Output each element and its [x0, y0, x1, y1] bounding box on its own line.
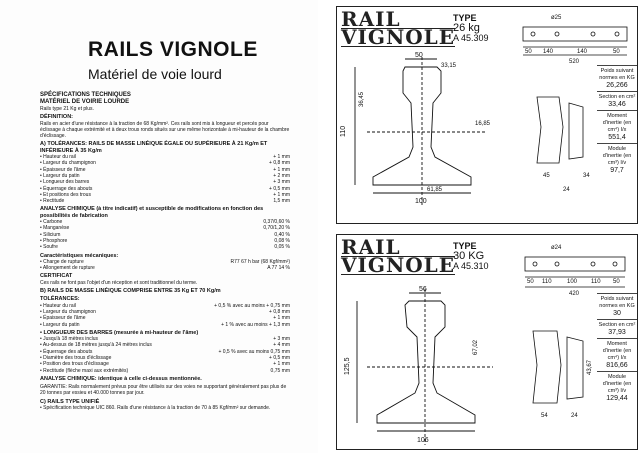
modulus-cell: Module d'inertie (en cm³) I/v 97,7 [597, 143, 637, 176]
section-cell: Section en cm² 33,46 [597, 91, 637, 110]
properties-table [597, 65, 637, 176]
mech-list [40, 259, 290, 272]
spec-row-label: • Allongement de rupture [40, 265, 95, 272]
spec-row-value: 0,37/0,60 % [263, 219, 290, 226]
spec-row-value: + 0,5 % avec au moins 0,75 mm [218, 348, 290, 355]
inertia-cell: Moment d'inertie (en cm⁴) I/x 816,66 [597, 338, 637, 371]
spec-row [40, 198, 290, 204]
tolerance-a-list [40, 154, 290, 204]
rail-name-line2: VIGNOLE [341, 25, 455, 49]
chem-b: ANALYSE CHIMIQUE: identique à celle ci-dessus mentionnée. [40, 375, 202, 382]
spec-row-label: • Largeur du champignon [40, 308, 96, 315]
head-dim: 33,15 [441, 63, 457, 69]
spec-row-label: • Soufre [40, 244, 58, 251]
hole-dim: ø25 [551, 15, 562, 21]
rail-profile [355, 57, 487, 207]
spec-row-label: • Hauteur du rail [40, 302, 76, 309]
spec-row-label: • Largeur du champignon [40, 160, 96, 167]
spec-row-value: + 0,8 mm [269, 160, 290, 167]
inertia-cell: Moment d'inertie (en cm⁴) I/x 551,4 [597, 110, 637, 143]
fp-dim-34: 34 [583, 173, 590, 179]
spec-row-label: • Rectitude (flèche maxi aux extrémités) [40, 367, 129, 374]
spec-row-value: + 3 mm [273, 336, 290, 343]
dim-4367: 43,67 [587, 359, 593, 375]
properties-table [597, 293, 637, 404]
tolerance-b-sub: TOLÉRANCES: [40, 296, 80, 303]
fp-dim-2: 110 [542, 279, 552, 285]
spec-row-label: • Position des trous d'éclissage [40, 361, 109, 368]
spec-row [40, 322, 290, 328]
type-ref: A 45.310 [453, 261, 489, 271]
chem-list [40, 219, 290, 250]
type-label: TYPE [453, 13, 477, 23]
chem-title: ANALYSE CHIMIQUE (à titre indicatif) et susceptible de modifications en fonction des possibilités de fabrication [40, 206, 264, 219]
fp-dim-45: 45 [543, 173, 550, 179]
spec-row-label: • Diamètre des trous d'éclissage [40, 354, 112, 361]
fp-dim-3: 140 [577, 49, 588, 55]
fp-dim-2: 140 [543, 49, 554, 55]
spec-row-label: • Largeur du patin [40, 321, 80, 328]
spec-row-label: • Épaisseur de l'âme [40, 166, 86, 173]
fishplate-section [533, 331, 583, 403]
spec-row [40, 244, 290, 250]
spec-row-label: • Longueur des barres [40, 179, 90, 186]
spec-row-value: + 1 mm [273, 315, 290, 322]
spec-row-value: + 1 mm [273, 361, 290, 368]
definition-title: DÉFINITION: [40, 114, 73, 121]
spec-row [40, 265, 290, 271]
weight-cell: Poids suivant normes en KG 26,266 [597, 65, 637, 91]
rail-name-line1: RAIL [341, 239, 455, 257]
rail-30kg-sheet [336, 234, 638, 450]
type-ref: A 45.309 [453, 33, 489, 43]
guarantee: GARANTIE: Rails normalement prévus pour être utilisés sur des voies ne supportant généralement pas plus de 20 tonnes par essieu et 40.000 tonnes par jour. [40, 384, 287, 397]
spec-row-label: • Charge de rupture [40, 258, 84, 265]
mech-title: Caractéristiques mécaniques: [40, 252, 119, 259]
cert-title: CERTIFICAT [40, 273, 73, 280]
fp-dim-4: 110 [591, 279, 601, 285]
rail-26kg-drawing [337, 7, 637, 223]
spec-row-value: + 1 % avec au moins + 1,3 mm [221, 321, 290, 328]
spec-row-label: • Équerrage des abouts [40, 185, 93, 192]
tolerance-b-title: B) RAILS DE MASSE LINÉIQUE COMPRISE ENTRE 35 Kg ET 70 Kg/m [40, 288, 221, 295]
spec-row-label: • Jusqu'à 18 mètres inclus [40, 336, 99, 343]
fp-dim-4: 50 [613, 49, 620, 55]
dim-1685: 16,85 [475, 121, 491, 127]
rail-30kg-drawing [337, 235, 637, 449]
fp-dim-24: 24 [571, 413, 578, 419]
spec-text [40, 92, 290, 411]
type-value: 30 KG [453, 250, 485, 262]
fp-dim-24: 24 [563, 187, 570, 193]
spec-row-label: • Épaisseur de l'âme [40, 315, 86, 322]
fp-dim-total: 520 [569, 59, 580, 65]
rail-26kg-sheet [336, 6, 638, 224]
spec-row-label: • Équerrage des abouts [40, 348, 93, 355]
head-width: 50 [415, 52, 423, 59]
spec-row-value: + 1 mm [273, 191, 290, 198]
fp-dim-1: 50 [527, 279, 534, 285]
tolerance-a-title: A) TOLÉRANCES: RAILS DE MASSE LINÉIQUE ÉGALE OU SUPÉRIEURE À 21 Kg/m ET INFÉRIEURE À 35 Kg/m [40, 141, 268, 154]
spec-row-label: • Silicium [40, 231, 61, 238]
fishplate-diagram [523, 27, 627, 55]
spec-row-value: R77 67 h bar (68 Kgf/mm²) [230, 258, 290, 265]
spec-row-value: 0,75 mm [270, 367, 290, 374]
spec-intro: Rails type 21 Kg et plus. [40, 106, 94, 112]
spec-row-value: + 2 mm [273, 172, 290, 179]
spec-row-label: • Carbone [40, 219, 63, 226]
spec-row-label: • Largeur du patin [40, 172, 80, 179]
spec-row-label: • Au-dessus de 18 mètres jusqu'à 24 mètres inclus [40, 342, 152, 349]
tolerance-c-title: C) RAILS TYPE UNIFIÉ [40, 398, 100, 405]
spec-row-label: • Hauteur du rail [40, 154, 76, 161]
tolerance-c-text: • Spécification technique UIC 860. Rails d'une résistance à la traction de 70 à 85 Kgf/mm² sur demande. [40, 405, 271, 412]
spec-row-value: 0,70/1,20 % [263, 225, 290, 232]
modulus-cell: Module d'inertie (en cm³) I/v 129,44 [597, 371, 637, 404]
spec-row-value: + 1 mm [273, 166, 290, 173]
spec-row-value: + 1 mm [273, 154, 290, 161]
hole-dim: ø24 [551, 245, 562, 251]
length-list [40, 336, 290, 374]
dim-6702: 67,02 [473, 339, 479, 355]
fp-dim-total: 420 [569, 291, 580, 297]
rail-height: 125,5 [344, 357, 351, 375]
rail-name-line2: VIGNOLE [341, 253, 455, 277]
spec-row-value: + 0,5 mm [269, 354, 290, 361]
spec-row-value: + 3 mm [273, 179, 290, 186]
spec-row-label: • Manganèse [40, 225, 70, 232]
fp-dim-54: 54 [541, 413, 548, 419]
spec-row-value: 0,05 % [274, 244, 290, 251]
fp-dim-3: 100 [567, 279, 578, 285]
spec-page [0, 0, 318, 453]
head-width: 56 [419, 286, 427, 293]
foot-width: 100 [415, 198, 427, 205]
dim-3645: 36,45 [359, 91, 365, 107]
type-label: TYPE [453, 241, 477, 251]
dim-6185: 61,85 [427, 187, 443, 193]
weight-cell: Poids suivant normes en KG 30 [597, 293, 637, 319]
rail-height: 110 [340, 125, 347, 137]
spec-heading-1: SPÉCIFICATIONS TECHNIQUES [40, 92, 131, 98]
spec-row-label: • Rectitude [40, 198, 65, 205]
fishplate-section [537, 97, 583, 163]
spec-row-label: • Et positions des trous [40, 191, 91, 198]
type-value: 26 kg [453, 22, 480, 34]
definition-text: Rails en acier d'une résistance à la traction de 68 Kg/mm². Ces rails sont mis à longueur et percés pour éclissage à chaque extrémité et à deux trous ronds situés sur une même horizontale à mi-hauteur de la chambre d'éclissage. [40, 120, 290, 140]
spec-row-value: 0,40 % [274, 231, 290, 238]
cert-text: Ces rails ne font pas l'objet d'un réception et sont traditionnel du terme. [40, 279, 198, 286]
foot-width: 106 [417, 437, 429, 444]
spec-row-value: + 4 mm [273, 342, 290, 349]
spec-row-value: A 77 14 % [267, 265, 290, 272]
spec-heading-2: MATÉRIEL DE VOIRIE LOURDE [40, 99, 130, 105]
fp-dim-5: 50 [613, 279, 620, 285]
spec-row-value: 0,08 % [274, 237, 290, 244]
spec-row-value: + 0,5 mm [269, 185, 290, 192]
rail-profile [357, 289, 493, 445]
spec-row-value: + 0,5 % avec au moins + 0,75 mm [214, 302, 290, 309]
spec-row-label: • Phosphore [40, 237, 68, 244]
drawings-page [318, 0, 640, 453]
page-subtitle: Matériel de voie lourd [88, 66, 222, 82]
page-title: RAILS VIGNOLE [88, 38, 258, 61]
tolerance-b-list [40, 303, 290, 328]
rail-name-line1: RAIL [341, 11, 455, 29]
spec-row-value: 1,5 mm [273, 198, 290, 205]
length-title: • LONGUEUR DES BARRES (mesurée à mi-hauteur de l'âme) [40, 329, 199, 336]
spec-row-value: + 0,8 mm [269, 308, 290, 315]
section-cell: Section en cm² 37,93 [597, 319, 637, 338]
spec-row [40, 368, 290, 374]
fp-dim-1: 50 [525, 49, 532, 55]
